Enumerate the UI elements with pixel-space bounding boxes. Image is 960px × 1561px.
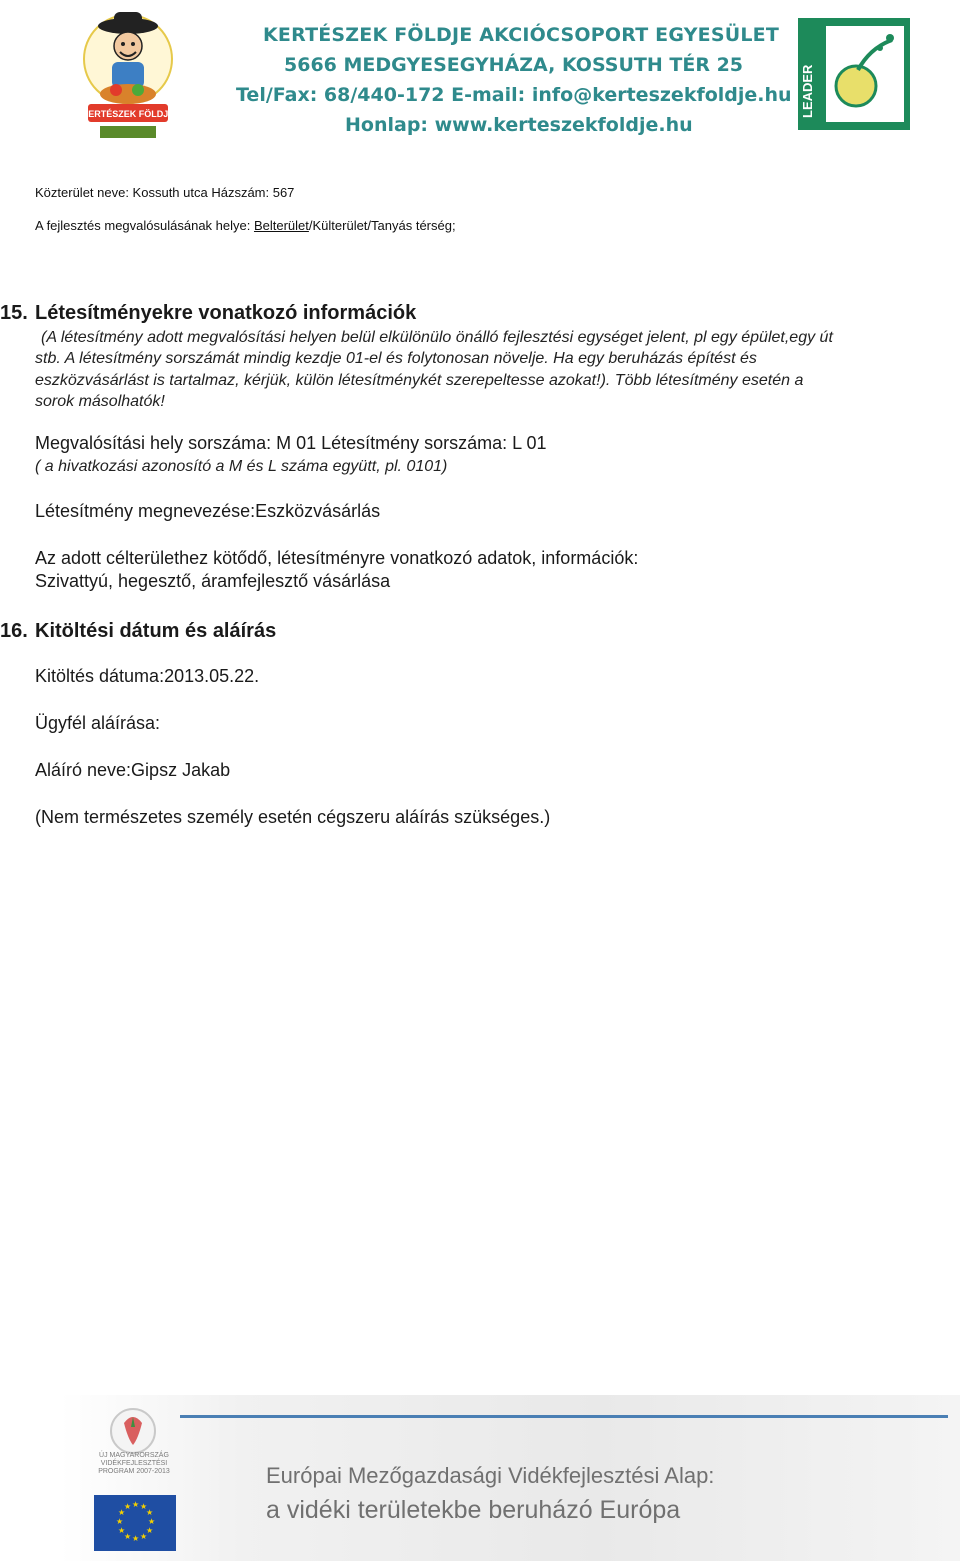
company-signature-note: (Nem természetes személy esetén cégszeru aláírás szükséges.) (35, 807, 551, 827)
section-16-number: 16. (0, 620, 28, 642)
svg-text:★: ★ (132, 1500, 140, 1509)
section-16-title: Kitöltési dátum és aláírás (35, 620, 277, 642)
location-selected: Belterület (253, 218, 309, 233)
svg-text:★: ★ (148, 1517, 156, 1526)
eu-fund-slogan: a vidéki területekbe beruházó Európa (266, 1496, 681, 1524)
facility-info-label: Az adott célterülethez kötődő, létesítményre vonatkozó adatok, információk: (35, 548, 639, 568)
section-15-note-line-4: sorok másolhatók! (35, 393, 165, 410)
identifier-line: Megvalósítási hely sorszáma: M 01 Létesítmény sorszáma: L 01 (35, 433, 547, 453)
section-15-note-line-3: eszközvásárlást is tartalmaz, kérjük, külön létesítménykét szerepeltesse azokat!). Több létesítmény esetén a (35, 372, 804, 389)
section-15-note-line-2: stb. A létesítmény sorszámát mindig kezdje 01-el és folytonosan növelje. Ha egy beruházás építést és (35, 350, 757, 367)
location-line (35, 218, 456, 233)
logo-left-label: KERTÉSZEK FÖLDJE (81, 109, 175, 119)
svg-text:★: ★ (140, 1502, 148, 1511)
facility-info-value: Szivattyú, hegesztő, áramfejlesztő vásárlása (35, 571, 391, 591)
svg-text:★: ★ (132, 1534, 140, 1543)
kerteszek-foldje-logo (78, 4, 178, 144)
signature-label: Ügyfél aláírása: (35, 713, 161, 733)
uj-magyarorszag-text: ÚJ MAGYARORSZÁG VIDÉKFEJLESZTÉSI PROGRAM 2007-2013 (98, 1452, 170, 1475)
section-15-note-line-1: (A létesítmény adott megvalósítási helyen belül elkülönülo önálló fejlesztési egységet jelent, pl egy épület,egy út (41, 329, 833, 346)
location-options: /Külterület/Tanyás térség; (308, 218, 456, 233)
footer-divider (180, 1415, 948, 1418)
address-line: Közterület neve: Kossuth utca Házszám: 567 (35, 185, 295, 200)
svg-text:★: ★ (146, 1526, 154, 1535)
facility-name: Létesítmény megnevezése:Eszközvásárlás (35, 501, 381, 521)
org-name: KERTÉSZEK FÖLDJE AKCIÓCSOPORT EGYESÜLET (263, 24, 780, 46)
svg-text:★: ★ (116, 1517, 124, 1526)
svg-text:★: ★ (124, 1502, 132, 1511)
svg-text:★: ★ (146, 1508, 154, 1517)
svg-text:★: ★ (118, 1526, 126, 1535)
org-website: Honlap: www.kerteszekfoldje.hu (345, 114, 693, 136)
org-contact: Tel/Fax: 68/440-172 E-mail: info@kerteszekfoldje.hu (236, 84, 792, 106)
section-15-title: Létesítményekre vonatkozó információk (35, 302, 417, 324)
eu-fund-name: Európai Mezőgazdasági Vidékfejlesztési Alap: (266, 1463, 715, 1488)
svg-text:★: ★ (140, 1532, 148, 1541)
location-label: A fejlesztés megvalósulásának helye: (35, 218, 254, 233)
svg-text:★: ★ (124, 1532, 132, 1541)
leader-logo-label: LEADER (800, 64, 815, 118)
org-address: 5666 MEDGYESEGYHÁZA, KOSSUTH TÉR 25 (284, 54, 744, 76)
svg-text:★: ★ (118, 1508, 126, 1517)
section-15-number: 15. (0, 302, 28, 324)
fill-date: Kitöltés dátuma:2013.05.22. (35, 666, 260, 686)
identifier-note: ( a hivatkozási azonosító a M és L száma együtt, pl. 0101) (35, 458, 448, 475)
eu-flag-icon (94, 1495, 176, 1551)
signer-name: Aláíró neve:Gipsz Jakab (35, 760, 231, 780)
eu-funding-footer (60, 1395, 960, 1561)
organization-header (236, 20, 792, 140)
leader-logo (798, 18, 910, 130)
